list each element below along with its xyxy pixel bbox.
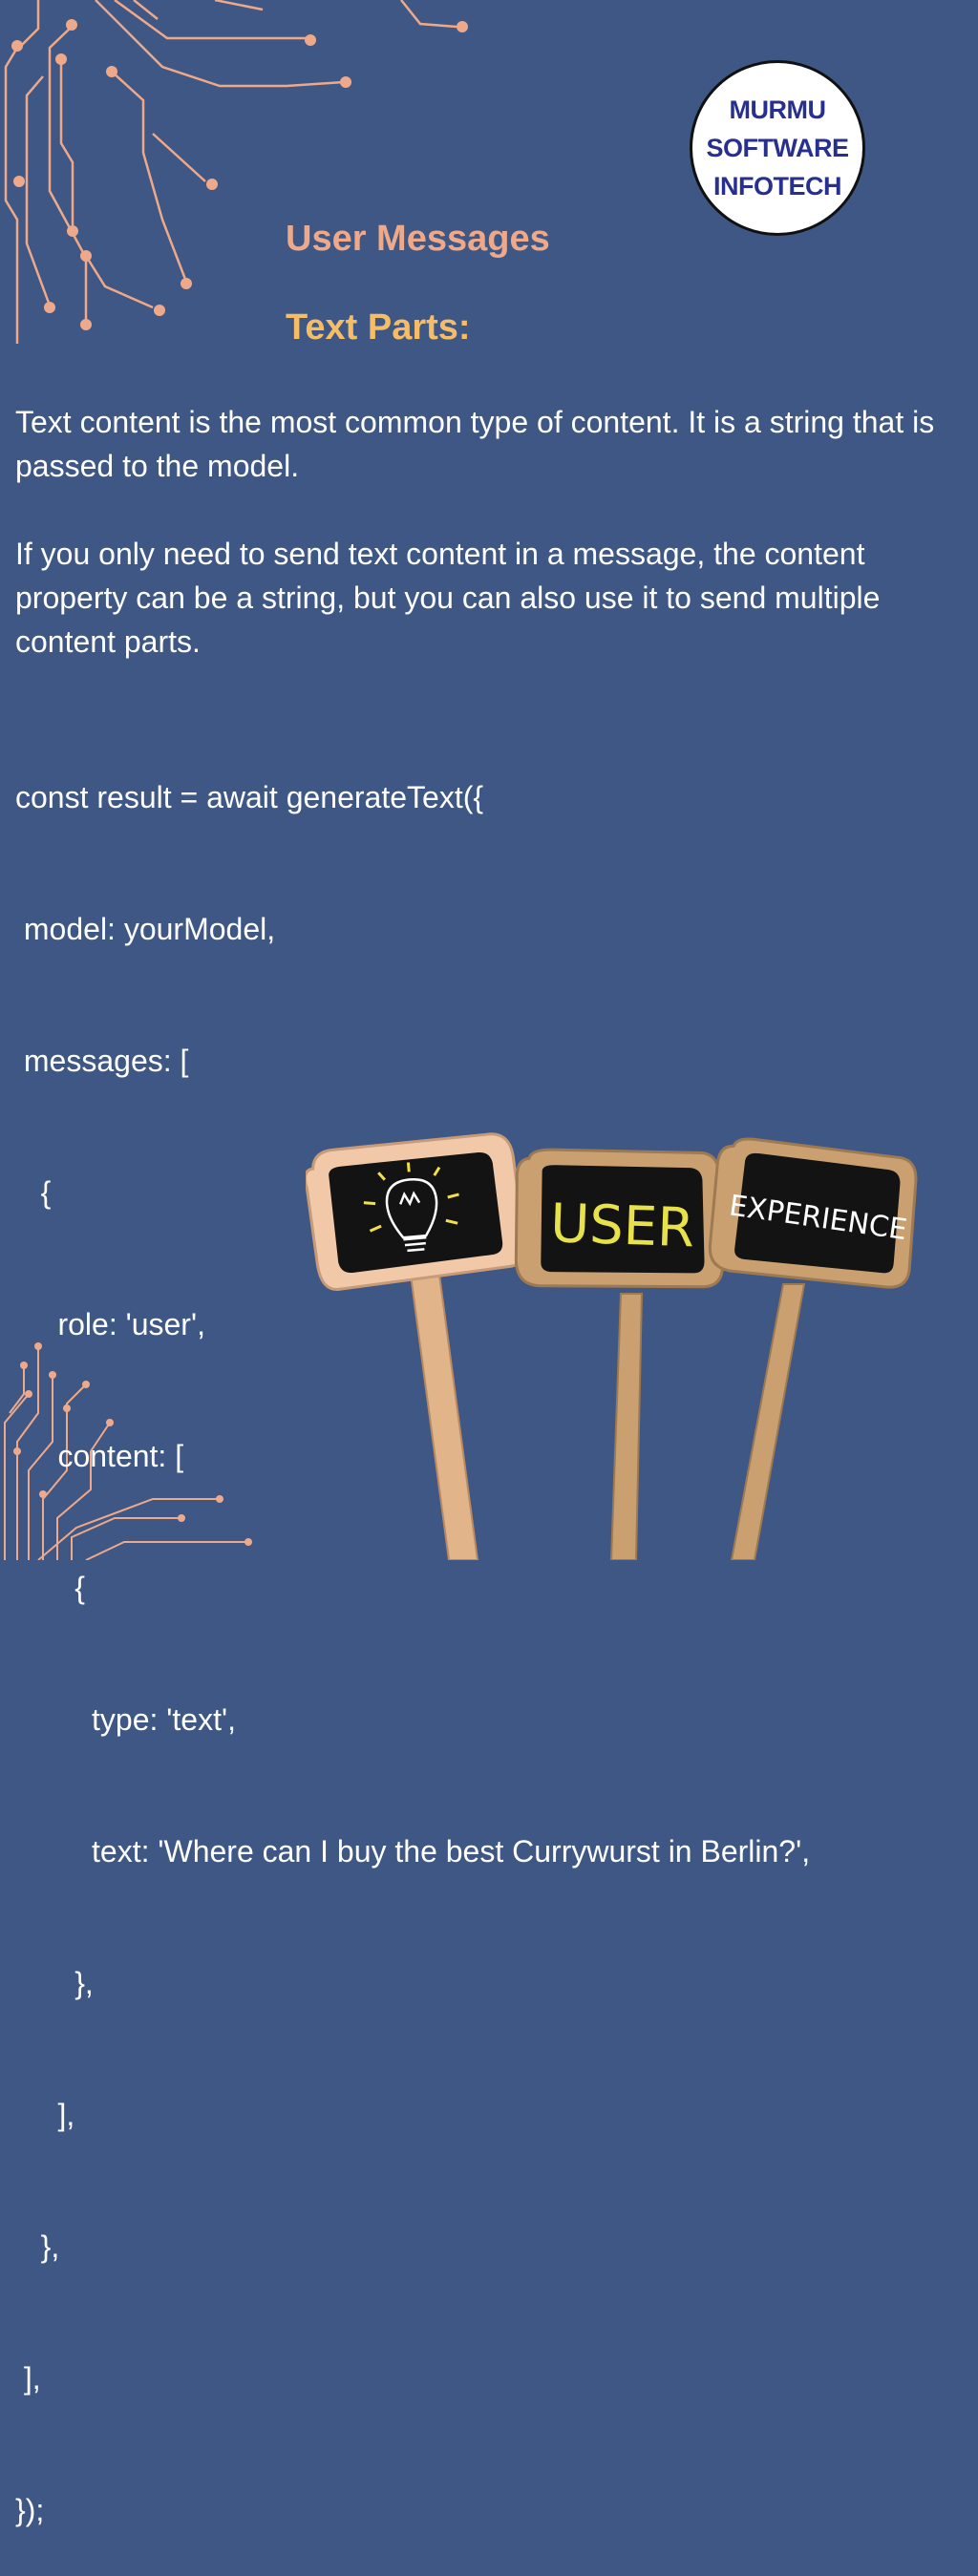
code-line: type: 'text', bbox=[15, 1702, 236, 1737]
brand-line-3: INFOTECH bbox=[713, 172, 841, 201]
chalkboard-signs-illustration bbox=[306, 1131, 955, 1560]
section-subtitle: Text Parts: bbox=[286, 307, 471, 348]
code-line: messages: [ bbox=[15, 1044, 189, 1078]
sign-stick bbox=[611, 1294, 642, 1560]
sign-stick bbox=[732, 1284, 804, 1560]
code-line: model: yourModel, bbox=[15, 912, 276, 946]
brand-line-2: SOFTWARE bbox=[706, 134, 849, 162]
code-line: content: [ bbox=[15, 1439, 184, 1473]
sign-stick bbox=[411, 1275, 478, 1560]
code-line: }); bbox=[15, 2493, 45, 2527]
code-line: const result = await generateText({ bbox=[15, 780, 484, 814]
sign-user-text: USER bbox=[549, 1193, 696, 1260]
code-snippet bbox=[15, 687, 810, 2576]
code-line: { bbox=[15, 1175, 52, 1210]
code-line: }, bbox=[15, 1966, 94, 2000]
details-paragraph: If you only need to send text content in a message, the content property can be a string, but you can also use it to send multiple content parts. bbox=[15, 537, 881, 659]
sign-experience-text: EXPERIENCE bbox=[727, 1189, 909, 1248]
code-line: { bbox=[15, 1571, 85, 1605]
brand-line-1: MURMU bbox=[729, 95, 826, 124]
brand-logo bbox=[690, 60, 865, 236]
intro-paragraph: Text content is the most common type of content. It is a string that is passed to the model. bbox=[15, 405, 935, 483]
code-line: role: 'user', bbox=[15, 1307, 205, 1341]
code-line: ], bbox=[15, 2361, 41, 2396]
code-line: }, bbox=[15, 2229, 60, 2264]
page-title: User Messages bbox=[286, 219, 550, 259]
code-line: ], bbox=[15, 2098, 75, 2132]
code-line: text: 'Where can I buy the best Currywurst in Berlin?', bbox=[15, 1834, 811, 1869]
